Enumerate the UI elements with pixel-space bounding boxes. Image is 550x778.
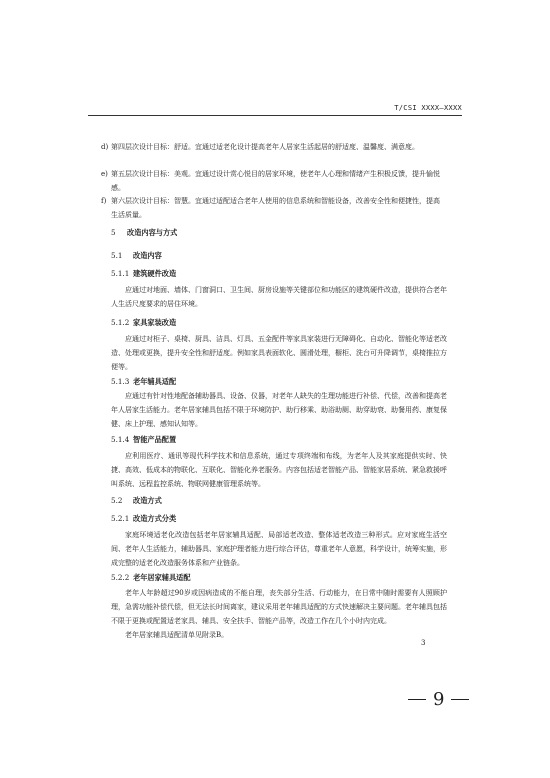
section-number: 5.1.2 bbox=[111, 318, 130, 327]
section-number: 5.1.1 bbox=[111, 269, 130, 278]
clause-heading bbox=[111, 376, 176, 388]
section-title: 智能产品配置 bbox=[133, 435, 177, 444]
paragraph: 老年人年龄超过90岁或因病造成的不能自理，丧失部分生活、行动能力，在日常中随时需要有人照顾护理，急需功能补偿代偿，但无法长时间离家，建议采用老年辅具适配的方式快速解决主要问题。老年辅具包括不限于更换或配置适老家具、辅具、安全扶手、智能产品等，改造工作在几个小时内完成。 bbox=[111, 589, 447, 625]
paragraph: 老年居家辅具适配清单见附录B。 bbox=[125, 631, 229, 639]
clause-heading bbox=[111, 317, 176, 329]
footer-dash bbox=[451, 699, 469, 700]
footer-dash bbox=[408, 699, 426, 700]
section-title: 家具家装改造 bbox=[133, 318, 177, 327]
list-marker: d) bbox=[101, 143, 109, 151]
list-marker: f) bbox=[101, 197, 107, 205]
list-item-text: 第六层次设计目标：智慧。宜通过适配适合老年人使用的信息系统和智能设备，改善安全性和便捷性，提高生活质量。 bbox=[111, 197, 440, 219]
clause-heading bbox=[111, 513, 176, 525]
section-number: 5.1.4 bbox=[111, 435, 130, 444]
paragraph: 家庭环境适老化改造包括老年居家辅具适配、局部适老改造、整体适老改造三种形式。应对家庭生活空间、老年人生活能力，辅助器具、家庭护理者能力进行综合评估，尊重老年人意愿，科学设计，统筹实施，形成完整的适老化改造服务体系和产业链条。 bbox=[111, 531, 447, 567]
list-item bbox=[101, 194, 446, 222]
footer-number: 9 bbox=[433, 689, 445, 710]
list-item-text: 第五层次设计目标：美观。宜通过设计赏心悦目的居家环境，使老年人心理和情绪产生积极反馈，提升愉悦感。 bbox=[111, 170, 440, 192]
section-number: 5 bbox=[111, 228, 116, 237]
section-number: 5.2.2 bbox=[111, 573, 130, 582]
header-rule bbox=[88, 115, 462, 116]
section-title: 改造方式 bbox=[133, 496, 162, 505]
section-title: 老年辅具适配 bbox=[133, 377, 177, 386]
section-title: 改造方式分类 bbox=[133, 514, 177, 523]
page-number: 3 bbox=[421, 639, 426, 647]
list-item-text: 第四层次设计目标：舒适。宜通过适老化设计提高老年人居家生活起居的舒适度、温馨度、满意度。 bbox=[111, 143, 419, 151]
section-number: 5.2.1 bbox=[111, 514, 130, 523]
paragraph: 应通过对柜子、桌椅、厨具、洁具、灯具、五金配件等家具家装进行无障碍化、自动化、智能化等适老改造、处理或更换，提升安全性和舒适度。例如家具表面软化、圆滑处理，橱柜、洗台可升降调节，桌椅推拉方便等。 bbox=[111, 335, 447, 371]
clause-heading bbox=[111, 268, 176, 280]
section-title: 建筑硬件改造 bbox=[133, 269, 177, 278]
paragraph: 应通过对地面、墙体、门窗洞口、卫生间、厨房设施等关键部位和功能区的建筑硬件改造，提供符合老年人生活尺度要求的居住环境。 bbox=[111, 286, 447, 308]
section-number: 5.1.3 bbox=[111, 377, 130, 386]
section-heading bbox=[111, 227, 177, 239]
section-number: 5.1 bbox=[111, 251, 123, 260]
section-title: 改造内容 bbox=[133, 251, 162, 260]
list-item bbox=[101, 167, 446, 195]
subsection-heading bbox=[111, 495, 162, 507]
footer-page-number bbox=[408, 689, 492, 710]
list-item bbox=[101, 140, 446, 154]
clause-heading bbox=[111, 572, 191, 584]
clause-heading bbox=[111, 434, 176, 446]
section-number: 5.2 bbox=[111, 496, 123, 505]
section-title: 改造内容与方式 bbox=[127, 228, 178, 237]
subsection-heading bbox=[111, 250, 162, 262]
list-marker: e) bbox=[101, 170, 108, 178]
paragraph: 应通过有针对性地配备辅助器具、设备、仪器，对老年人缺失的生理功能进行补偿、代偿，改善和提高老年人居家生活能力。老年居家辅具包括不限于环境防护、助行移乘、助浴助厕、助穿助衰、助餐用药、康复保健、床上护理、感知认知等。 bbox=[111, 392, 447, 428]
section-title: 老年居家辅具适配 bbox=[133, 573, 191, 582]
paragraph: 应利用医疗、通讯等现代科学技术和信息系统，通过专项终端和布线，为老年人及其家庭提供实时、快捷、高效、低成本的物联化、互联化、智能化养老服务。内容包括适老智能产品、智能家居系统、紧急救援呼叫系统、远程监控系统、物联网健康管理系统等。 bbox=[111, 452, 447, 488]
document-code: T/CSI XXXX—XXXX bbox=[394, 104, 462, 112]
